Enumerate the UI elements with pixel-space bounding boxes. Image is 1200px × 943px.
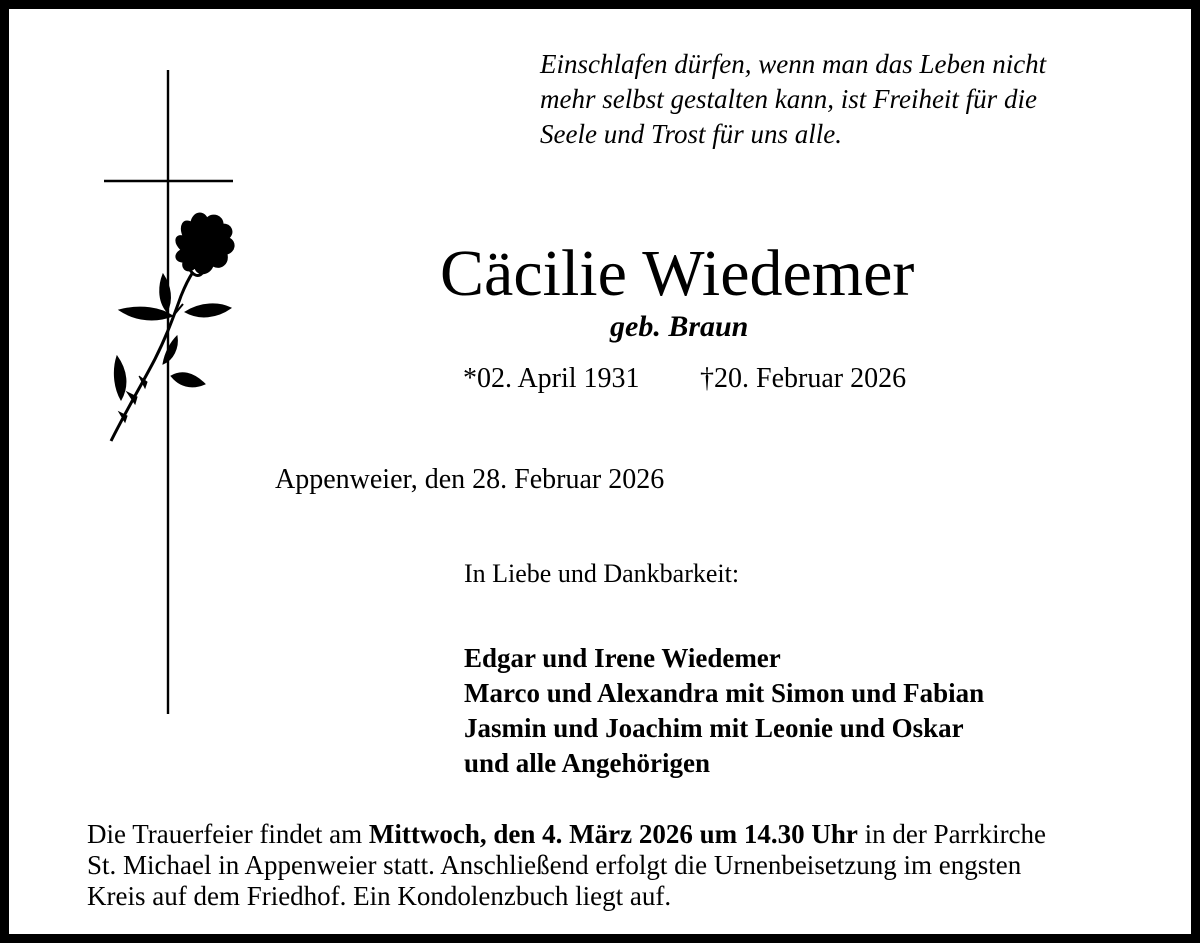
- mourner-line: Marco und Alexandra mit Simon und Fabian: [464, 678, 985, 708]
- notice-line: Kreis auf dem Friedhof. Ein Kondolenzbuch liegt auf.: [87, 881, 672, 911]
- notice-text: Die Trauerfeier findet am: [87, 819, 369, 849]
- rose-icon: [111, 213, 234, 441]
- notice-line: [87, 819, 1046, 850]
- motto-line: mehr selbst gestalten kann, ist Freiheit für die: [540, 84, 1037, 114]
- funeral-notice: [87, 819, 1046, 912]
- notice-line: St. Michael in Appenweier statt. Anschließend erfolgt die Urnenbeisetzung im engsten: [87, 850, 1022, 880]
- place-and-date: Appenweier, den 28. Februar 2026: [275, 464, 665, 495]
- death-date-line: [700, 362, 906, 396]
- motto-quote: [540, 47, 1046, 152]
- funeral-date-time: Mittwoch, den 4. März 2026 um 14.30 Uhr: [368, 819, 858, 849]
- deceased-name: Cäcilie Wiedemer: [440, 237, 915, 310]
- maiden-name: geb. Braun: [610, 310, 749, 343]
- motto-line: Seele und Trost für uns alle.: [540, 119, 842, 149]
- cross-with-rose-icon: [97, 64, 247, 724]
- death-date: 20. Februar 2026: [714, 363, 907, 394]
- death-symbol: †: [700, 363, 714, 394]
- motto-line: Einschlafen dürfen, wenn man das Leben nicht: [540, 49, 1047, 79]
- birth-symbol: *: [463, 363, 477, 394]
- birth-date-line: [463, 362, 640, 396]
- mourner-line: Jasmin und Joachim mit Leonie und Oskar: [464, 713, 964, 743]
- notice-text: in der Parrkirche: [857, 819, 1047, 849]
- mourner-line: und alle Angehörigen: [464, 748, 711, 778]
- mourner-line: Edgar und Irene Wiedemer: [464, 643, 781, 673]
- thanks-line: In Liebe und Dankbarkeit:: [464, 559, 740, 588]
- birth-date: 02. April 1931: [477, 363, 640, 394]
- mourners-list: [464, 641, 984, 781]
